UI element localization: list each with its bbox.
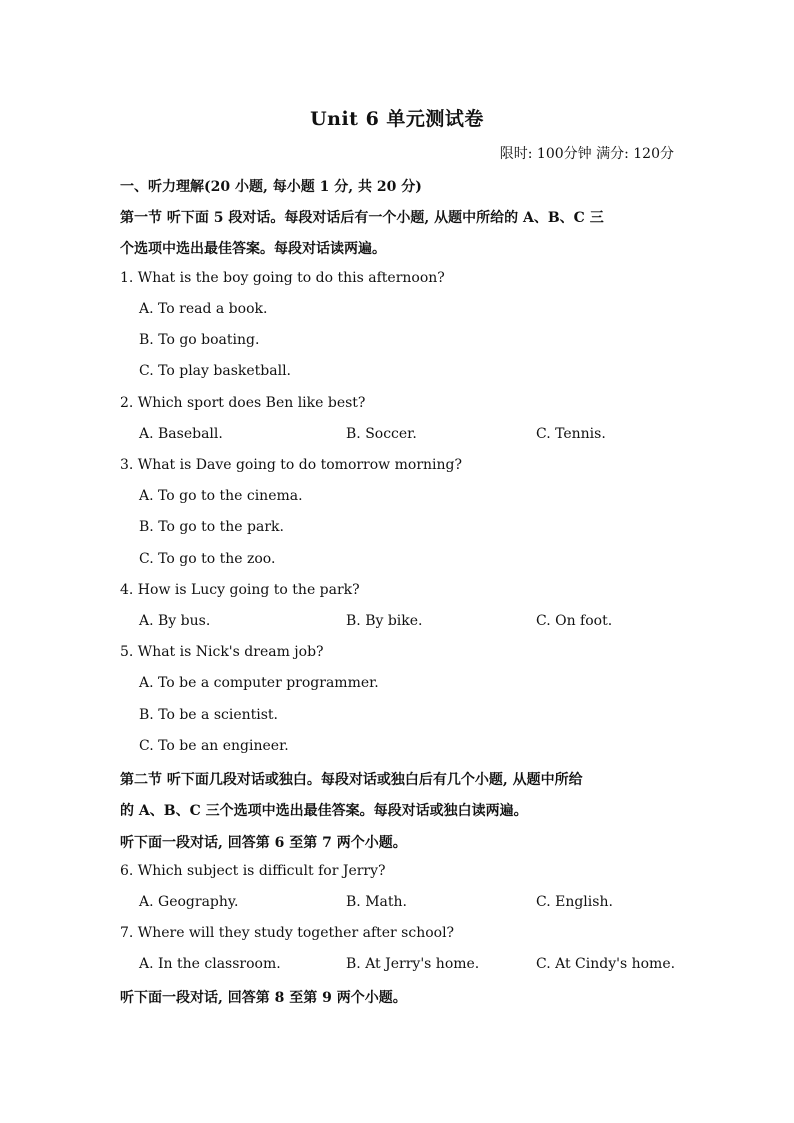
dialogue-instruction-2: 听下面一段对话, 回答第 8 至第 9 两个小题。	[120, 990, 407, 1006]
question-1-option-a: A. To read a book.	[139, 301, 268, 317]
question-4-option-c: C. On foot.	[536, 613, 613, 629]
question-4: 4. How is Lucy going to the park?	[120, 582, 360, 598]
section1-instruction-line2: 个选项中选出最佳答案。每段对话读两遍。	[120, 241, 386, 257]
page-title: Unit 6 单元测试卷	[310, 108, 484, 130]
question-2-option-b: B. Soccer.	[346, 426, 417, 442]
question-1-option-b: B. To go boating.	[139, 332, 260, 348]
question-2-option-a: A. Baseball.	[139, 426, 223, 442]
question-6-option-b: B. Math.	[346, 894, 407, 910]
question-3-option-a: A. To go to the cinema.	[139, 488, 303, 504]
question-7-option-a: A. In the classroom.	[139, 956, 281, 972]
question-4-option-a: A. By bus.	[139, 613, 211, 629]
time-score-limit: 限时: 100分钟 满分: 120分	[499, 146, 674, 162]
question-7-option-b: B. At Jerry's home.	[346, 956, 480, 972]
question-2-option-c: C. Tennis.	[536, 426, 606, 442]
section2-instruction-line2: 的 A、B、C 三个选项中选出最佳答案。每段对话或独白读两遍。	[120, 803, 528, 819]
question-6: 6. Which subject is difficult for Jerry?	[120, 863, 386, 879]
question-3-option-b: B. To go to the park.	[139, 519, 284, 535]
question-7: 7. Where will they study together after school?	[120, 925, 455, 941]
question-1: 1. What is the boy going to do this afternoon?	[120, 270, 445, 286]
question-5-option-a: A. To be a computer programmer.	[139, 675, 379, 691]
question-3: 3. What is Dave going to do tomorrow morning?	[120, 457, 462, 473]
question-5-option-b: B. To be a scientist.	[139, 707, 278, 723]
part-heading: 一、听力理解(20 小题, 每小题 1 分, 共 20 分)	[120, 179, 422, 195]
question-7-option-c: C. At Cindy's home.	[536, 956, 676, 972]
question-4-option-b: B. By bike.	[346, 613, 423, 629]
question-1-option-c: C. To play basketball.	[139, 363, 291, 379]
section2-instruction-line1: 第二节 听下面几段对话或独白。每段对话或独白后有几个小题, 从题中所给	[120, 772, 583, 788]
question-6-option-c: C. English.	[536, 894, 613, 910]
question-2: 2. Which sport does Ben like best?	[120, 395, 366, 411]
dialogue-instruction-1: 听下面一段对话, 回答第 6 至第 7 两个小题。	[120, 835, 407, 851]
question-5-option-c: C. To be an engineer.	[139, 738, 289, 754]
section1-instruction-line1: 第一节 听下面 5 段对话。每段对话后有一个小题, 从题中所给的 A、B、C 三	[120, 210, 604, 226]
question-3-option-c: C. To go to the zoo.	[139, 551, 276, 567]
question-6-option-a: A. Geography.	[139, 894, 239, 910]
question-5: 5. What is Nick's dream job?	[120, 644, 324, 660]
